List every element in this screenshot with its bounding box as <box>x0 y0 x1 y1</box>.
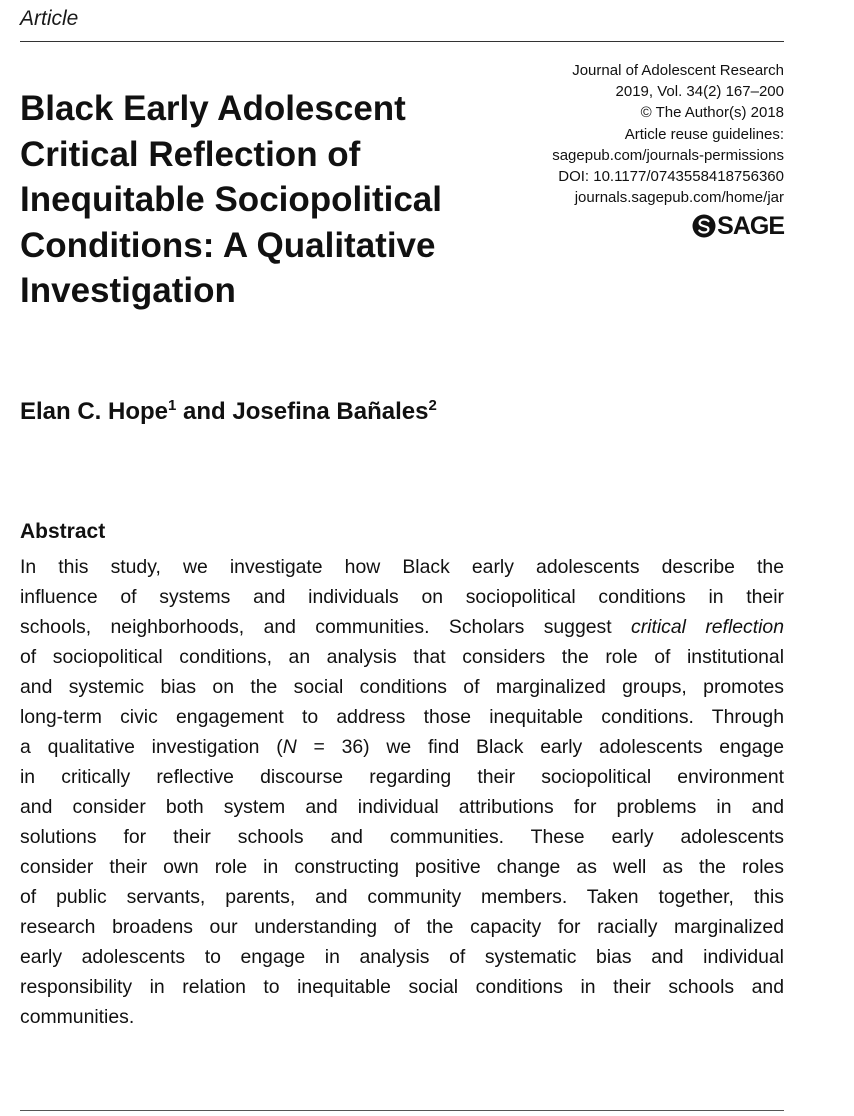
title-line: Inequitable Sociopolitical <box>20 180 442 219</box>
title-line: Investigation <box>20 271 236 310</box>
italic-term: critical reflection <box>631 616 784 638</box>
author-name: Elan C. Hope <box>20 398 169 425</box>
abstract-line: communities. <box>20 1006 135 1028</box>
abstract-line: of sociopolitical conditions, an analysis that considers the role of institutional <box>20 646 784 668</box>
title-line: Critical Reflection of <box>20 134 361 174</box>
abstract-line: of public servants, parents, and community members. Taken together, this <box>20 886 784 908</box>
abstract-line: a qualitative investigation (N = 36) we find Black early adolescents engage <box>20 736 785 758</box>
sage-logo-text: SAGE <box>717 212 784 240</box>
abstract-line: influence of systems and individuals on sociopolitical conditions in their <box>20 586 784 608</box>
journal-info <box>484 60 784 208</box>
abstract-line: responsibility in relation to inequitable social conditions in their schools and <box>20 976 784 998</box>
affiliation-marker: 1 <box>168 397 177 414</box>
author-list <box>20 397 437 426</box>
italic-term: N <box>282 736 297 758</box>
copyright: © The Author(s) 2018 <box>640 104 784 122</box>
abstract-line: schools, neighborhoods, and communities. Scholars suggest critical reflection <box>20 616 784 638</box>
abstract-line: long-term civic engagement to address those inequitable conditions. Through <box>20 706 784 728</box>
footer-rule <box>20 1110 784 1111</box>
abstract-line: research broadens our understanding of the capacity for racially marginalized <box>20 916 784 938</box>
article-title <box>20 86 520 314</box>
author-conjunction: and <box>176 398 233 425</box>
abstract-body <box>20 552 784 1032</box>
permissions-link[interactable]: sagepub.com/journals-permissions <box>552 146 784 164</box>
header-rule <box>20 41 784 42</box>
title-line: Conditions: A Qualitative <box>20 225 436 265</box>
sage-icon <box>692 214 716 238</box>
abstract-line: and systemic bias on the social conditions of marginalized groups, promotes <box>20 676 784 698</box>
abstract-line: and consider both system and individual attributions for problems in and <box>20 796 784 818</box>
abstract-line: consider their own role in constructing positive change as well as the roles <box>20 856 784 878</box>
author-name: Josefina Bañales <box>232 398 429 425</box>
journal-name: Journal of Adolescent Research <box>572 62 784 79</box>
abstract-line: in critically reflective discourse regarding their sociopolitical environment <box>20 766 784 788</box>
journal-volume: 2019, Vol. 34(2) 167–200 <box>615 83 784 101</box>
journal-homepage-link[interactable]: journals.sagepub.com/home/jar <box>574 189 784 207</box>
reuse-guidelines-label: Article reuse guidelines: <box>624 125 784 143</box>
sage-logo <box>692 212 784 240</box>
article-type-label: Article <box>20 7 79 30</box>
doi-link[interactable]: DOI: 10.1177/0743558418756360 <box>558 168 784 186</box>
abstract-heading: Abstract <box>20 520 106 543</box>
title-line: Black Early Adolescent <box>20 89 406 128</box>
affiliation-marker: 2 <box>428 397 437 414</box>
abstract-line: early adolescents to engage in analysis of systematic bias and individual <box>20 946 784 968</box>
abstract-line: In this study, we investigate how Black early adolescents describe the <box>20 556 784 578</box>
abstract-line: solutions for their schools and communities. These early adolescents <box>20 826 784 848</box>
